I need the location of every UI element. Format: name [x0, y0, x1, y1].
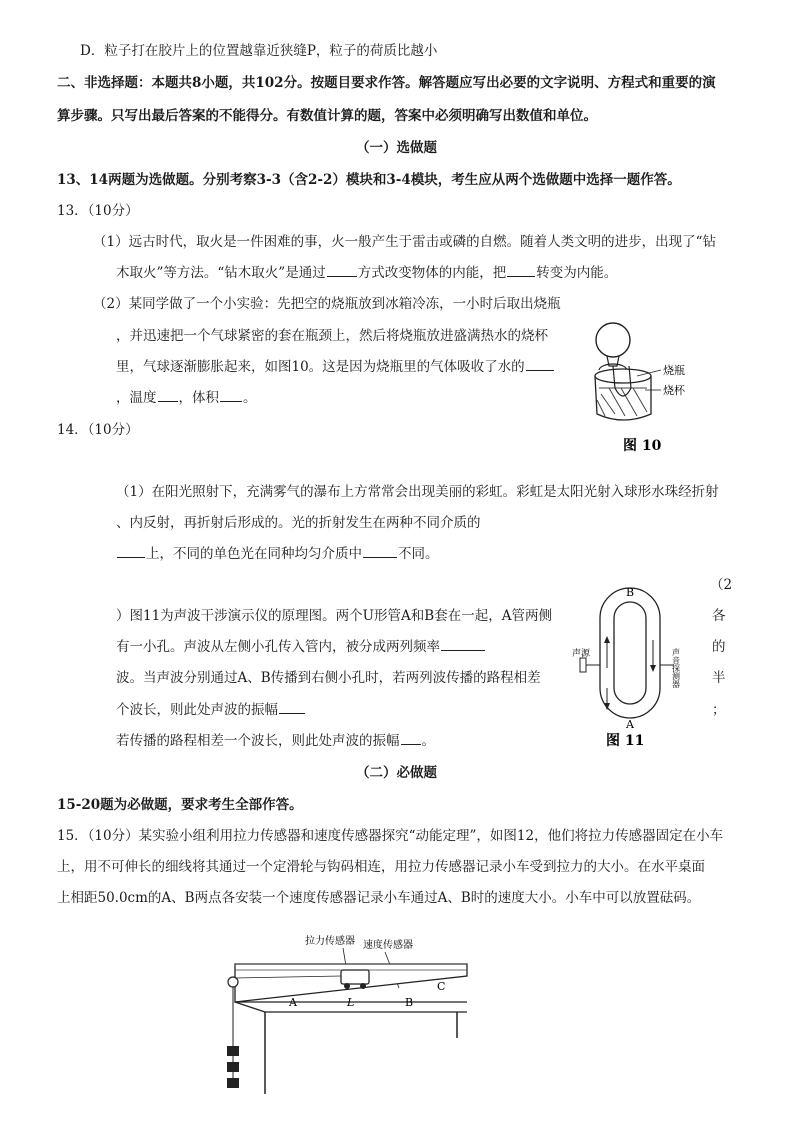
part2-title: （二）必做题 — [356, 765, 437, 781]
q14-p1-line2: 、内反射，再折射后形成的。光的折射发生在两种不同介质的 — [116, 515, 481, 531]
q14-p2-line2 — [116, 637, 486, 657]
q14-side-char: 的 — [712, 639, 726, 655]
q13-p2-line3 — [116, 357, 555, 377]
arrow-head — [604, 636, 610, 643]
answer-blank[interactable] — [158, 388, 178, 402]
q13-header: 13．（10分） — [57, 203, 139, 219]
q13-p2-text: ，体积 — [178, 390, 219, 406]
q13-p2-text: 里，气球逐渐膨胀起来，如图10。这是因为烧瓶里的气体吸收了水的 — [116, 359, 525, 375]
part1-note: 13、14两题为选做题。分别考察3-3（含2-2）模块和3-4模块，考生应从两个选做题中选择一题作答。 — [57, 172, 681, 188]
q13-p2-line4 — [116, 388, 257, 408]
section2-heading-line1: 二、非选择题：本题共8小题，共102分。按题目要求作答。解答题应写出必要的文字说明、方程式和重要的演 — [57, 75, 716, 91]
sound-interference-diagram — [570, 578, 700, 750]
dynamics-cart-diagram — [205, 918, 475, 1108]
figure-10 — [585, 318, 705, 458]
figure-12 — [205, 918, 475, 1108]
section2-heading-line2: 算步骤。只写出最后答案的不能得分。有数值计算的题，答案中必须明确写出数值和单位。 — [57, 108, 597, 124]
q14-p2-text: 个波长，则此处声波的振幅 — [116, 702, 278, 718]
q13-p2-text: 。 — [243, 390, 257, 406]
label-a: A — [626, 718, 634, 731]
answer-blank[interactable] — [441, 637, 485, 651]
q14-p1-line1: （1）在阳光照射下，充满雾气的瀑布上方常常会出现美丽的彩虹。彩虹是太阳光射入球形水珠经折射 — [116, 484, 719, 500]
answer-blank[interactable] — [526, 357, 554, 371]
option-d: D．粒子打在胶片上的位置越靠近狭缝P，粒子的荷质比越小 — [80, 43, 438, 59]
part1-title: （一）选做题 — [356, 140, 437, 156]
label-l: L — [347, 996, 355, 1009]
label-force-sensor: 拉力传感器 — [305, 936, 355, 947]
q14-p2-text: 。 — [421, 733, 435, 749]
beaker-rim — [595, 369, 651, 383]
q14-p2-text: 有一小孔。声波从左侧小孔传入管内，被分成两列频率 — [116, 639, 440, 655]
tube-inner — [614, 602, 646, 704]
q14-p2-line4 — [116, 700, 306, 720]
q15-line2: 上，用不可伸长的细线将其通过一个定滑轮与钩码相连，用拉力传感器记录小车受到拉力的大小。在水平桌面 — [57, 859, 705, 875]
q14-side-char: 各 — [712, 608, 726, 624]
q13-p1-text-b: 方式改变物体的内能，把 — [357, 265, 507, 281]
q14-p2-line5 — [116, 731, 435, 751]
tube-outer — [600, 588, 660, 718]
figure-11 — [570, 578, 700, 750]
hook-weight — [227, 1078, 239, 1088]
cart-wheel — [360, 983, 366, 989]
q13-p1-line2 — [116, 263, 617, 283]
q14-p2-line1: ）图11为声波干涉演示仪的原理图。两个U形管A和B套在一起，A管两侧 — [116, 608, 552, 624]
q13-p2-text: ，温度 — [116, 390, 157, 406]
label-b: B — [405, 996, 414, 1009]
flask-beaker-diagram — [585, 318, 705, 458]
cart — [341, 970, 369, 984]
q13-p2-line2: ，并迅速把一个气球紧密的套在瓶颈上，然后将烧瓶放进盛满热水的烧杯 — [116, 328, 548, 344]
label-detector: 声音探测器 — [671, 648, 681, 688]
q13-p1-line1: （1）远古时代，取火是一件困难的事，火一般产生于雷击或磷的自燃。随着人类文明的进步，出现了“钻 — [93, 234, 716, 250]
label-flask: 烧瓶 — [663, 364, 685, 377]
q14-p1-text: 不同。 — [398, 546, 439, 562]
answer-blank[interactable] — [117, 544, 145, 558]
part2-note: 15-20题为必做题，要求考生全部作答。 — [57, 797, 303, 813]
speaker — [580, 658, 586, 672]
q14-p2-text: 若传播的路程相差一个波长，则此处声波的振幅 — [116, 733, 400, 749]
q14-p2-line3: 波。当声波分别通过A、B传播到右侧小孔时，若两列波传播的路程相差 — [116, 670, 541, 686]
arrow-head — [650, 665, 656, 672]
label-c: C — [437, 980, 446, 993]
hook-weight — [227, 1062, 239, 1072]
q14-side-char: 半 — [712, 670, 726, 686]
q14-p1-line3 — [116, 544, 439, 564]
q15-line3: 上相距50.0cm的A、B两点各安装一个速度传感器记录小车通过A、B时的速度大小。小车中可以放置砝码。 — [57, 890, 701, 906]
label-speed-sensor: 速度传感器 — [363, 940, 413, 951]
label-beaker: 烧杯 — [663, 384, 685, 397]
q13-p2-line1: （2）某同学做了一个小实验：先把空的烧瓶放到冰箱冷冻，一小时后取出烧瓶 — [93, 296, 561, 312]
balloon — [596, 323, 630, 357]
figure-10-caption: 图 10 — [623, 438, 662, 454]
hook-weight — [227, 1046, 239, 1056]
q13-p1-text-a: 木取火”等方法。“钻木取火”是通过 — [116, 265, 326, 281]
q13-p1-text-c: 转变为内能。 — [536, 265, 618, 281]
q15-line1: 15．（10分）某实验小组利用拉力传感器和速度传感器探究“动能定理”，如图12，他们将拉力传感器固定在小车 — [57, 828, 724, 844]
answer-blank[interactable] — [507, 263, 535, 277]
pulley — [228, 977, 238, 987]
label-a: A — [289, 996, 297, 1009]
q14-side-char: ； — [712, 702, 726, 718]
answer-blank[interactable] — [401, 731, 421, 745]
label-b: B — [625, 586, 635, 599]
cart-wheel — [344, 983, 350, 989]
answer-blank[interactable] — [327, 263, 357, 277]
label-source: 声源 — [572, 649, 591, 659]
answer-blank[interactable] — [220, 388, 242, 402]
answer-blank[interactable] — [363, 544, 397, 558]
beaker-water — [597, 388, 647, 416]
q14-header: 14．（10分） — [57, 422, 139, 438]
figure-11-caption: 图 11 — [606, 733, 645, 749]
answer-blank[interactable] — [279, 700, 305, 714]
q14-side-2: （2 — [710, 577, 733, 593]
q14-p1-text: 上，不同的单色光在同种均匀介质中 — [146, 546, 362, 562]
